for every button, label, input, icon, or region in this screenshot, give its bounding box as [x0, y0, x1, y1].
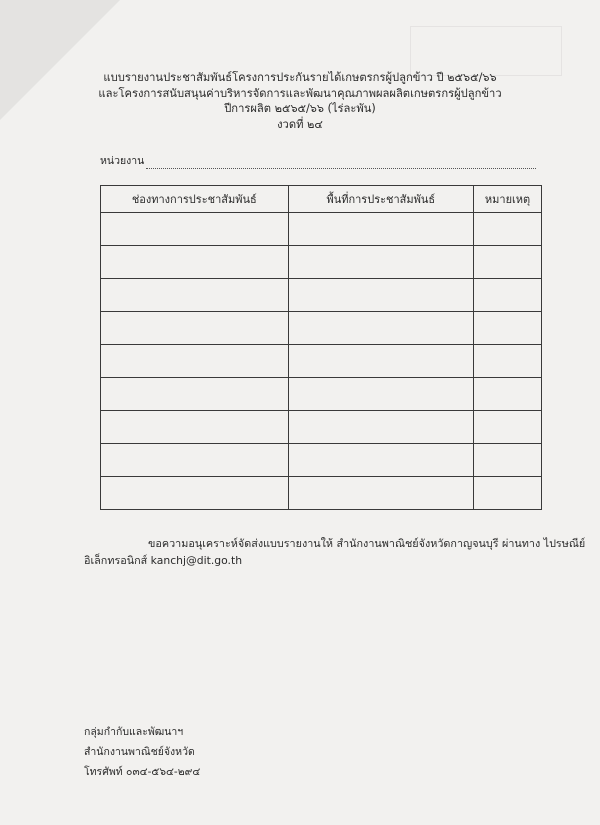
column-header-remarks: หมายเหตุ: [474, 186, 542, 213]
table-cell: [474, 345, 542, 378]
header-line-4: งวดที่ ๒๔: [277, 117, 323, 131]
bleed-through-box: [410, 26, 562, 76]
table-row: [101, 279, 542, 312]
report-table: [100, 185, 542, 510]
table-cell: [474, 246, 542, 279]
table-body: [101, 213, 542, 510]
table-row: [101, 246, 542, 279]
table-row: [101, 312, 542, 345]
table-cell: [288, 378, 474, 411]
table-cell: [474, 477, 542, 510]
table-cell: [288, 411, 474, 444]
column-header-channel: ช่องทางการประชาสัมพันธ์: [101, 186, 289, 213]
footer-office: สำนักงานพาณิชย์จังหวัด: [84, 746, 195, 758]
table-cell: [474, 213, 542, 246]
table-header-row: [101, 186, 542, 213]
table-cell: [101, 213, 289, 246]
table-row: [101, 411, 542, 444]
table-row: [101, 378, 542, 411]
table-cell: [288, 213, 474, 246]
table-cell: [288, 246, 474, 279]
table-cell: [101, 411, 289, 444]
table-cell: [474, 279, 542, 312]
table-cell: [288, 279, 474, 312]
table-cell: [474, 312, 542, 345]
unit-field: [100, 152, 540, 169]
header-line-2: และโครงการสนับสนุนค่าบริหารจัดการและพัฒนาคุณภาพผลผลิตเกษตรกรผู้ปลูกข้าว: [98, 86, 502, 100]
note-line-2: อิเล็กทรอนิกส์ kanchj@dit.go.th: [84, 554, 243, 567]
table-row: [101, 477, 542, 510]
footer-phone: โทรศัพท์ ๐๓๔-๕๖๔-๒๙๔: [84, 766, 201, 778]
table-cell: [101, 378, 289, 411]
table-cell: [474, 444, 542, 477]
column-header-area: พื้นที่การประชาสัมพันธ์: [288, 186, 474, 213]
table-cell: [101, 246, 289, 279]
footer-dept: กลุ่มกำกับและพัฒนาฯ: [84, 726, 184, 738]
header-line-3: ปีการผลิต ๒๕๖๕/๖๖ (ไร่ละพัน): [224, 102, 376, 115]
table-row: [101, 345, 542, 378]
header-line-1: แบบรายงานประชาสัมพันธ์โครงการประกันรายได้เกษตรกรผู้ปลูกข้าว ปี ๒๕๖๕/๖๖: [103, 71, 497, 84]
contact-footer: [84, 722, 200, 782]
table-cell: [101, 279, 289, 312]
table-cell: [101, 345, 289, 378]
table-cell: [288, 477, 474, 510]
table-cell: [474, 411, 542, 444]
table-cell: [288, 345, 474, 378]
table-row: [101, 444, 542, 477]
note-line-1: ขอความอนุเคราะห์จัดส่งแบบรายงานให้ สำนักงานพาณิชย์จังหวัดกาญจนบุรี ผ่านทาง ไปรษณีย์: [148, 537, 586, 550]
document-header: [60, 70, 540, 132]
unit-dotted-line: [146, 158, 536, 169]
unit-label: หน่วยงาน: [100, 155, 145, 167]
table-cell: [101, 312, 289, 345]
table-cell: [101, 477, 289, 510]
table-row: [101, 213, 542, 246]
table-cell: [101, 444, 289, 477]
submission-note: [84, 535, 586, 569]
table-cell: [288, 312, 474, 345]
table-cell: [288, 444, 474, 477]
table-cell: [474, 378, 542, 411]
